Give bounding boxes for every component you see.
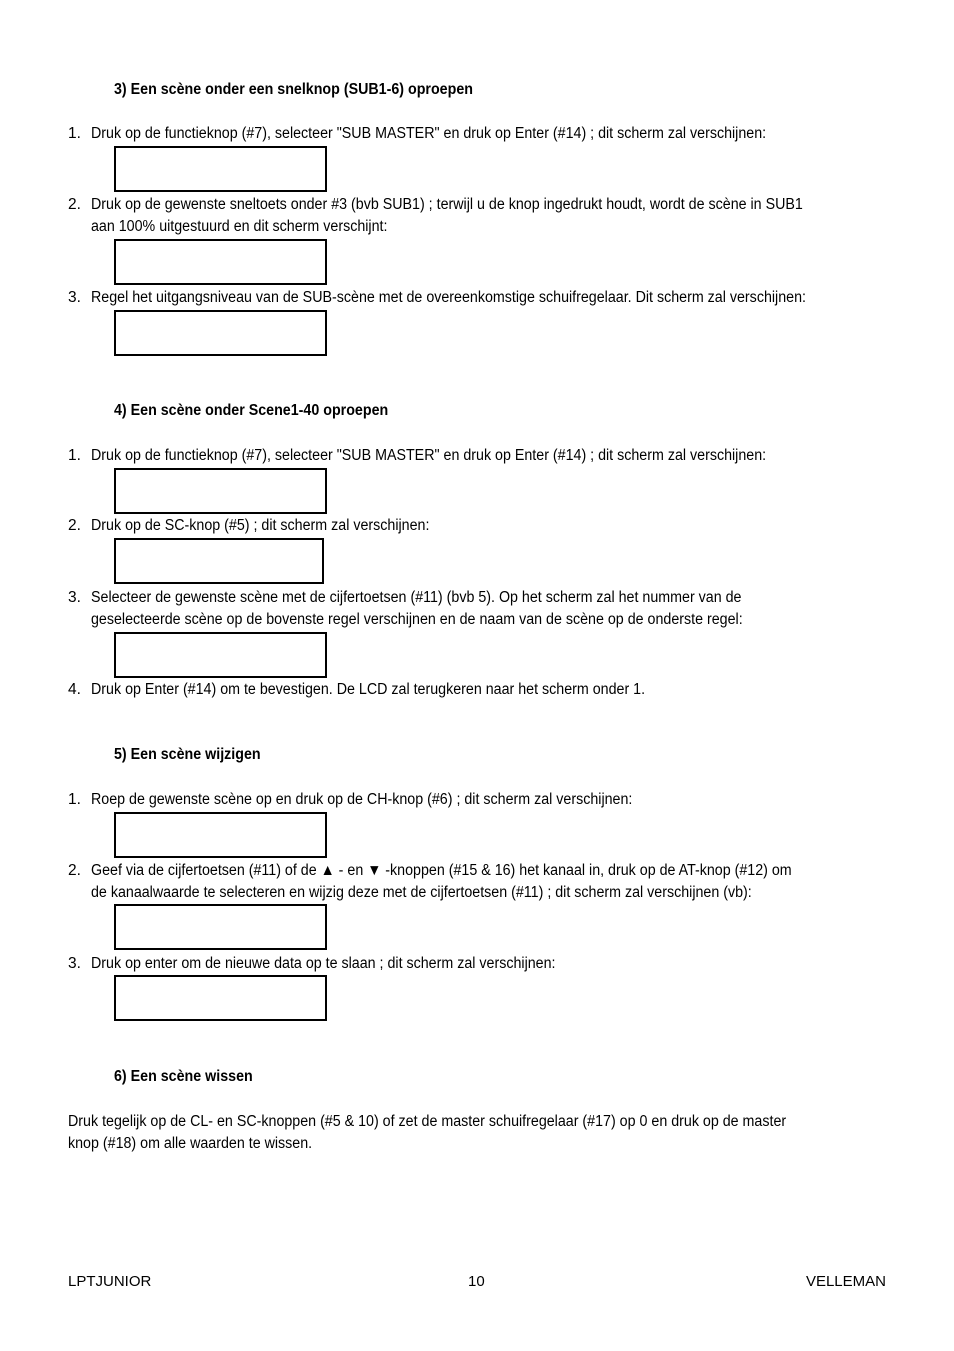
step-text: Selecteer de gewenste scène met de cijfertoetsen (#11) (bvb 5). Op het scherm zal het nummer van de geselecteerde scène op de bovenste regel verschijnen en de naam van de scène op de onderste regel: [91,589,743,628]
section-heading: 3) Een scène onder een snelknop (SUB1-6) oproepen [114,81,473,98]
step-text: Druk op de functieknop (#7), selecteer "SUB MASTER" en druk op Enter (#14) ; dit scherm zal verschijnen: [91,125,767,142]
step-number: 2. [68,517,81,534]
lcd-screen [114,538,324,584]
step-number: 1. [68,447,81,464]
step-number: 2. [68,196,81,213]
lcd-screen [114,904,327,950]
step-number: 3. [68,289,81,306]
step-text: Geef via de cijfertoetsen (#11) of de ▲ - en ▼ -knoppen (#15 & 16) het kanaal in, druk op de AT-knop (#12) om de kanaalwaarde te selecteren en wijzig deze met de cijfertoetsen (#11) ; dit scherm zal verschijnen (vb): [91,862,792,901]
step-text: Roep de gewenste scène op en druk op de CH-knop (#6) ; dit scherm zal verschijnen: [91,791,633,808]
step-text: Druk op de SC-knop (#5) ; dit scherm zal verschijnen: [91,517,430,534]
lcd-screen [114,146,327,192]
cursor-highlight [262,583,272,584]
paragraph: Druk tegelijk op de CL- en SC-knoppen (#5 & 10) of zet de master schuifregelaar (#17) op 0 en druk op de master knop (#18) om alle waarden te wissen. [68,1113,787,1152]
step-number: 1. [68,791,81,808]
section-heading: 4) Een scène onder Scene1-40 oproepen [114,402,389,419]
step-text: Druk op de gewenste sneltoets onder #3 (bvb SUB1) ; terwijl u de knop ingedrukt houdt, wordt de scène in SUB1 aan 100% uitgestuurd en dit scherm verschijnt: [91,196,803,235]
step-number: 3. [68,955,81,972]
lcd-screen [114,975,327,1021]
footer-left: LPTJUNIOR [68,1273,152,1290]
step-text: Regel het uitgangsniveau van de SUB-scène met de overeenkomstige schuifregelaar. Dit scherm zal verschijnen: [91,289,806,306]
section-heading: 5) Een scène wijzigen [114,746,261,763]
lcd-screen [114,812,327,858]
step-text: Druk op de functieknop (#7), selecteer "SUB MASTER" en druk op Enter (#14) ; dit scherm zal verschijnen: [91,447,767,464]
page-number: 10 [468,1273,485,1290]
lcd-screen [114,468,327,514]
step-number: 1. [68,125,81,142]
footer-right: VELLEMAN [805,1273,886,1290]
lcd-screen [114,239,327,285]
lcd-screen [114,310,327,356]
step-number: 2. [68,862,81,879]
step-number: 3. [68,589,81,606]
lcd-screen [114,632,327,678]
step-text: Druk op enter om de nieuwe data op te slaan ; dit scherm zal verschijnen: [91,955,556,972]
step-number: 4. [68,681,81,698]
section-heading: 6) Een scène wissen [114,1068,253,1085]
cursor-highlight [262,677,272,678]
step-text: Druk op Enter (#14) om te bevestigen. De LCD zal terugkeren naar het scherm onder 1. [91,681,646,698]
